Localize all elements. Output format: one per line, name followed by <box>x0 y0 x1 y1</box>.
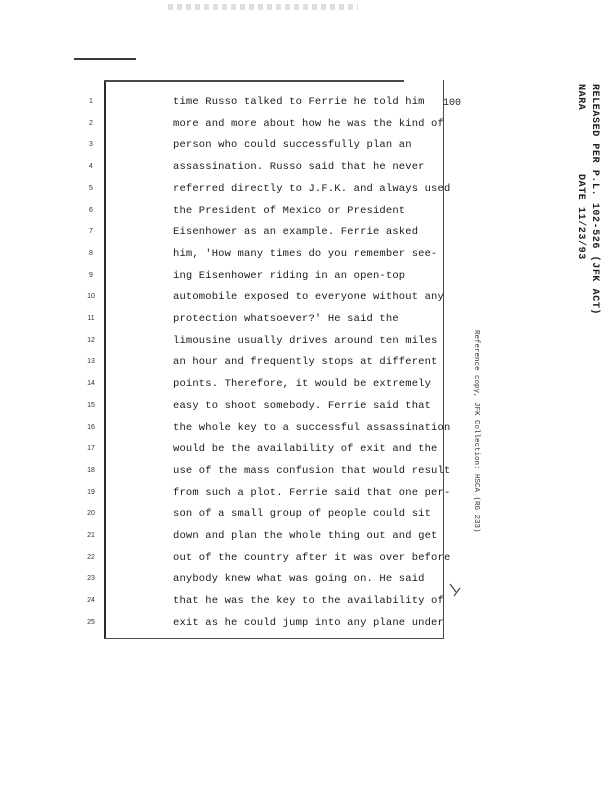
line-number: 21 <box>87 532 95 539</box>
line-number: 13 <box>87 358 95 366</box>
stamp-nara-line: NARA <box>575 84 586 111</box>
transcript-line: out of the country after it was over before <box>173 551 451 564</box>
transcript-line: easy to shoot somebody. Ferrie said that <box>173 399 432 412</box>
line-number: 17 <box>87 445 95 453</box>
transcript-line: time Russo talked to Ferrie he told him <box>173 96 425 108</box>
transcript-line: from such a plot. Ferrie said that one per- <box>173 486 451 499</box>
line-number: 10 <box>87 293 95 301</box>
line-number: 3 <box>89 141 93 149</box>
line-number: 5 <box>89 184 93 192</box>
page-number: 100 <box>443 98 462 109</box>
line-number: 8 <box>89 249 93 257</box>
line-number: 15 <box>87 401 95 409</box>
reference-note: Reference copy, JFK Collection: HSCA (RG 233) <box>472 330 480 533</box>
line-number: 22 <box>87 553 95 561</box>
transcript-line: anybody knew what was going on. He said <box>173 573 425 586</box>
transcript-line: down and plan the whole thing out and get <box>173 530 438 542</box>
line-number: 2 <box>89 119 93 127</box>
transcript-line: person who could successfully plan an <box>173 139 412 152</box>
transcript-frame-top <box>104 80 404 82</box>
line-number: 24 <box>87 597 95 605</box>
transcript-line: protection whatsoever?' He said the <box>173 313 399 325</box>
pen-mark <box>448 580 462 600</box>
line-number: 6 <box>89 206 93 214</box>
line-number: 19 <box>87 488 95 496</box>
transcript-line: the President of Mexico or President <box>173 204 406 217</box>
transcript-line: Eisenhower as an example. Ferrie asked <box>173 226 419 239</box>
line-number: 4 <box>89 163 93 171</box>
transcript-line: would be the availability of exit and the <box>173 443 438 456</box>
transcript-line: the whole key to a successful assassination <box>173 421 451 434</box>
transcript-line: him, 'How many times do you remember see- <box>173 247 438 260</box>
transcript-line: referred directly to J.F.K. and always used <box>173 182 451 195</box>
line-number: 14 <box>87 380 95 388</box>
stamp-release-line: RELEASED PER P.L. 102-526 (JFK ACT) <box>589 84 600 316</box>
line-number: 11 <box>87 315 95 322</box>
transcript-line: that he was the key to the availability of <box>173 595 444 608</box>
stamp-date-line: DATE 11/23/93 <box>575 174 586 260</box>
transcript-line: more and more about how he was the kind of <box>173 117 444 130</box>
line-number: 25 <box>87 618 95 626</box>
line-number: 18 <box>87 466 95 474</box>
transcript-line: ing Eisenhower riding in an open-top <box>173 269 406 282</box>
transcript-line: limousine usually drives around ten miles <box>173 334 438 347</box>
transcript-line: son of a small group of people could sit <box>173 508 432 521</box>
line-number: 20 <box>87 510 95 518</box>
transcript-line: use of the mass confusion that would result <box>173 464 451 477</box>
line-number: 7 <box>89 228 93 236</box>
transcript-line: exit as he could jump into any plane under <box>173 616 444 629</box>
top-rule <box>74 58 136 60</box>
transcript-line: assassination. Russo said that he never <box>173 161 425 174</box>
line-number: 16 <box>87 423 95 431</box>
transcript-line: points. Therefore, it would be extremely <box>173 378 432 391</box>
release-stamp <box>500 84 600 316</box>
scan-smudge <box>168 4 358 10</box>
transcript-line: automobile exposed to everyone without any <box>173 291 444 304</box>
line-number: 9 <box>89 271 93 279</box>
transcript-line: an hour and frequently stops at different <box>173 356 438 369</box>
line-number: 23 <box>87 575 95 583</box>
line-number: 1 <box>89 98 93 105</box>
line-number: 12 <box>87 336 95 344</box>
